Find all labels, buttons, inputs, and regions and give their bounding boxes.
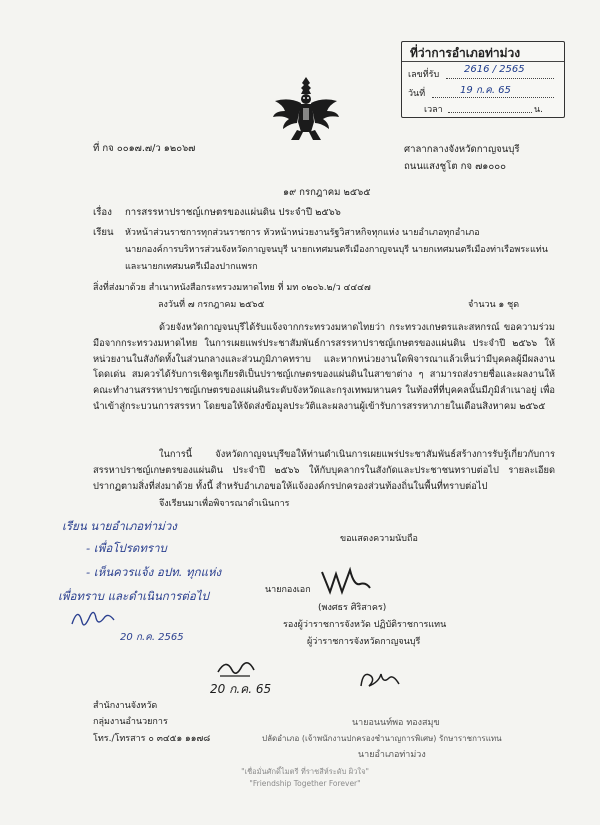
attachment-count: จำนวน ๑ ชุด xyxy=(468,300,520,310)
body-paragraph-3: จึงเรียนมาเพื่อพิจารณาดำเนินการ xyxy=(159,499,290,509)
signer-prefix: นายกองเอก xyxy=(265,585,311,595)
subject-text: การสรรหาปราชญ์เกษตรของแผ่นดิน ประจำปี ๒๕๖๖ xyxy=(125,207,341,218)
footer-group: กลุ่มงานอำนวยการ xyxy=(93,717,168,727)
stamp-time-suffix: น. xyxy=(534,105,544,115)
recipient-line-3: และนายกเทศมนตรีเมืองปากแพรก xyxy=(125,262,258,272)
receipt-stamp xyxy=(401,41,565,118)
garuda-emblem-icon xyxy=(271,75,341,143)
handwritten-note-2: - เพื่อโปรดทราบ xyxy=(86,541,167,555)
handwritten-initial-signature xyxy=(68,604,118,630)
org-name: ศาลากลางจังหวัดกาญจนบุรี xyxy=(404,144,520,155)
subject-label: เรื่อง xyxy=(93,207,112,218)
signer-name: (พงศธร ศิริสาคร) xyxy=(318,603,387,613)
footer-phone: โทร./โทรสาร ๐ ๓๔๕๑ ๑๑๗๘ xyxy=(93,734,211,744)
org-address: ถนนแสงชูโต กจ ๗๑๐๐๐ xyxy=(404,161,506,172)
handwritten-note-3: - เห็นควรแจ้ง อปท. ทุกแห่ง xyxy=(86,565,222,579)
stamp-date-label: วันที่ xyxy=(408,89,426,99)
district-signer-name: นายอนนท์พอ ทองสมุข xyxy=(352,718,440,728)
district-signature xyxy=(355,664,409,694)
attachment-line-1: สิ่งที่ส่งมาด้วย สำเนาหนังสือกระทรวงมหาดไทย ที่ มท ๐๒๐๖.๒/ว ๔๔๔๗ xyxy=(93,283,371,293)
handwritten-date-2: 20 ก.ค. 65 xyxy=(210,682,272,696)
footer-motto-english: "Friendship Together Forever" xyxy=(249,779,361,788)
recipient-line-2: นายกองค์การบริหารส่วนจังหวัดกาญจนบุรี นายกเทศมนตรีเมืองกาญจนบุรี นายกเทศมนตรีเมืองท่าเรือพระแท่น xyxy=(125,245,548,255)
handwritten-note-1: เรียน นายอำเภอท่าม่วง xyxy=(62,519,177,533)
district-signer-position-1: ปลัดอำเภอ (เจ้าพนักงานปกครองชำนาญการพิเศษ) รักษาราชการแทน xyxy=(262,734,502,743)
body-paragraph-1: ด้วยจังหวัดกาญจนบุรีได้รับแจ้งจากกระทรวงมหาดไทยว่า กระทรวงเกษตรและสหกรณ์ ขอความร่วมมือจากกระทรวงมหาดไทย ในการเผยแพร่ประชาสัมพันธ์การสรรหาปราชญ์เกษตรของแผ่นดิน ประจำปี ๒๕๖๖ ให้หน่วยงานในสังกัดทั้งในส่วนกลางและส่วนภูมิภาคทราบ และหากหน่วยงานใดพิจารณาแล้วเห็นว่ามีบุคคลผู้มีผลงานโดดเด่น สมควรได้รับการเชิดชูเกียรติเป็นปราชญ์เกษตรของแผ่นดินในสาขาต่าง ๆ สามารถส่งรายชื่อและผลงานให้คณะทำงานสรรหาปราชญ์เกษตรของแผ่นดินระดับจังหวัดและกรุงเทพมหานคร ในท้องที่ที่บุคคลนั้นมีภูมิลำเนาอยู่ เพื่อนำเข้าสู่กระบวนการสรรหา โดยขอให้จัดส่งข้อมูลประวัติและผลงานผู้เข้ารับการสรรหาภายในเดือนสิงหาคม ๒๕๖๕ xyxy=(93,322,555,412)
signer-position-1: รองผู้ว่าราชการจังหวัด ปฏิบัติราชการแทน xyxy=(283,620,447,630)
recipient-label: เรียน xyxy=(93,227,114,238)
stamp-receipt-value: 2616 / 2565 xyxy=(464,64,525,75)
doc-number: ที่ กจ ๐๐๑๗.๗/ว ๑๒๐๖๗ xyxy=(93,143,196,154)
signature-main xyxy=(318,566,374,596)
signer-position-2: ผู้ว่าราชการจังหวัดกาญจนบุรี xyxy=(307,637,421,647)
handwritten-mark xyxy=(214,654,258,680)
attachment-line-2: ลงวันที่ ๗ กรกฎาคม ๒๕๖๕ xyxy=(158,300,265,310)
closing: ขอแสดงความนับถือ xyxy=(340,534,418,544)
recipient-line-1: หัวหน้าส่วนราชการทุกส่วนราชการ หัวหน้าหน่วยงานรัฐวิสาหกิจทุกแห่ง นายอำเภอทุกอำเภอ xyxy=(125,228,480,238)
stamp-receipt-label: เลขที่รับ xyxy=(408,70,440,80)
handwritten-note-4: เพื่อทราบ และดำเนินการต่อไป xyxy=(58,589,209,603)
stamp-date-value: 19 ก.ค. 65 xyxy=(460,85,511,96)
footer-motto-thai: "เชื่อมั่นศักดิ์ไมตรี ที่ราชสีห์ระดับ ผิวใจ" xyxy=(241,767,369,776)
body-paragraph-2: ในการนี้ จังหวัดกาญจนบุรีขอให้ท่านดำเนินการเผยแพร่ประชาสัมพันธ์สร้างการรับรู้เกี่ยวกับการสรรหาปราชญ์เกษตรของแผ่นดิน ประจำปี ๒๕๖๖ ให้กับบุคลากรในสังกัดและประชาชนทราบต่อไป รายละเอียดปรากฏตามสิ่งที่ส่งมาด้วย ทั้งนี้ สำหรับอำเภอขอให้แจ้งองค์กรปกครองส่วนท้องถิ่นในพื้นที่ทราบต่อไป xyxy=(93,449,555,492)
stamp-title: ที่ว่าการอำเภอท่าม่วง xyxy=(410,46,521,60)
stamp-time-label: เวลา xyxy=(424,105,443,115)
district-signer-position-2: นายอำเภอท่าม่วง xyxy=(358,750,426,760)
footer-office: สำนักงานจังหวัด xyxy=(93,701,158,711)
handwritten-date-1: 20 ก.ค. 2565 xyxy=(120,632,184,643)
doc-date: ๑๙ กรกฎาคม ๒๕๖๕ xyxy=(283,187,371,198)
